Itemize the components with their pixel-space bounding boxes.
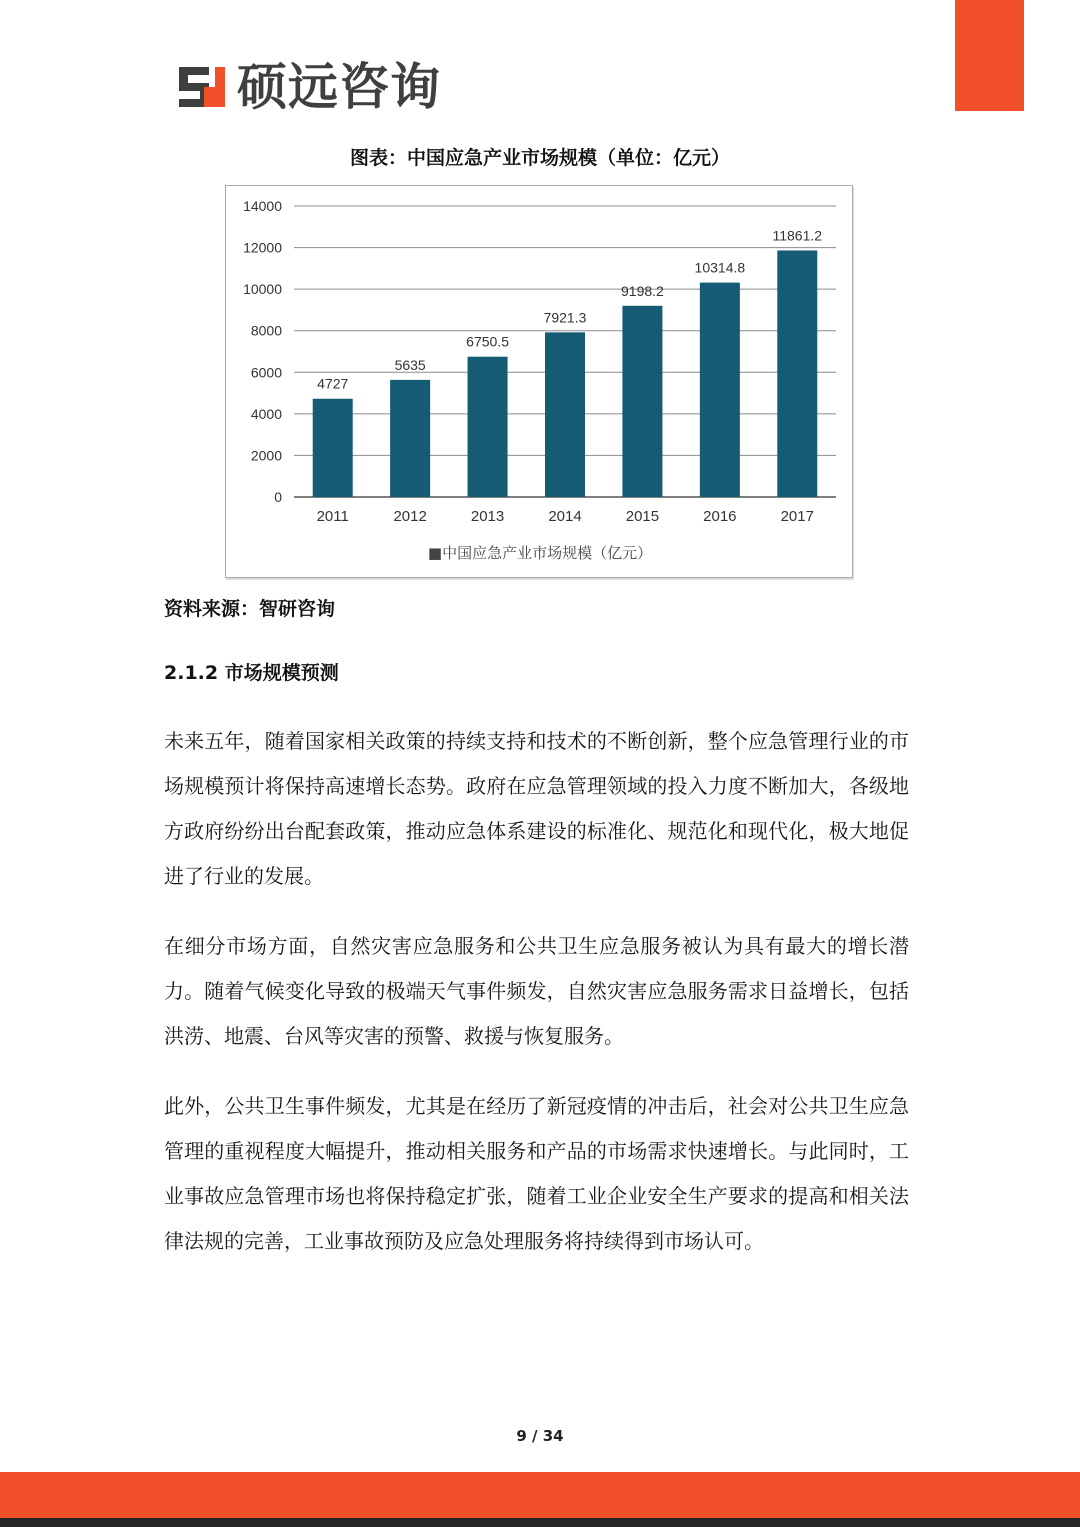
data-label-2011: 4727 <box>317 375 349 392</box>
bar-2013 <box>468 357 508 497</box>
company-logo <box>175 58 441 116</box>
paragraph-1: 未来五年，随着国家相关政策的持续支持和技术的不断创新，整个应急管理行业的市场规模预计将保持高速增长态势。政府在应急管理领域的投入力度不断加大，各级地方政府纷纷出台配套政策，推动应急体系建设的标准化、规范化和现代化，极大地促进了行业的发展。 <box>164 729 909 888</box>
y-tick-label: 0 <box>274 489 282 505</box>
x-tick-label-2013: 2013 <box>470 508 505 525</box>
bar-2015 <box>622 306 662 497</box>
chart-canvas <box>226 186 854 579</box>
data-label-2017: 11861.2 <box>772 227 823 244</box>
bar-2017 <box>777 250 817 497</box>
bar-2012 <box>390 380 430 497</box>
data-label-2015: 9198.2 <box>621 282 664 299</box>
source-note: 资料来源：智研咨询 <box>164 598 336 620</box>
x-tick-label-2015: 2015 <box>625 508 660 525</box>
data-label-2016: 10314.8 <box>694 259 746 276</box>
bar-2016 <box>700 283 740 497</box>
y-tick-label: 10000 <box>243 281 282 298</box>
x-tick-label-2012: 2012 <box>393 508 427 525</box>
paragraph-2: 在细分市场方面，自然灾害应急服务和公共卫生应急服务被认为具有最大的增长潜力。随着气候变化导致的极端天气事件频发，自然灾害应急服务需求日益增长，包括洪涝、地震、台风等灾害的预警、救援与恢复服务。 <box>164 934 909 1048</box>
bar-2011 <box>313 399 353 497</box>
y-tick-label: 8000 <box>250 322 282 339</box>
y-tick-label: 6000 <box>250 364 282 381</box>
data-label-2013: 6750.5 <box>466 333 509 350</box>
page-number: 9 / 34 <box>516 1427 564 1445</box>
bar-chart <box>225 185 853 578</box>
x-tick-label-2011: 2011 <box>316 508 349 525</box>
x-tick-label-2017: 2017 <box>780 508 814 525</box>
bar-2014 <box>545 332 585 497</box>
footer-accent-bar <box>0 1472 1080 1518</box>
footer-dark-strip <box>0 1518 1080 1527</box>
paragraph-3: 此外，公共卫生事件频发，尤其是在经历了新冠疫情的冲击后，社会对公共卫生应急管理的重视程度大幅提升，推动相关服务和产品的市场需求快速增长。与此同时，工业事故应急管理市场也将保持稳定扩张，随着工业企业安全生产要求的提高和相关法律法规的完善，工业事故预防及应急处理服务将持续得到市场认可。 <box>164 1094 909 1253</box>
legend-label: ■中国应急产业市场规模（亿元） <box>427 544 653 562</box>
section-heading: 2.1.2 市场规模预测 <box>164 662 339 684</box>
y-tick-label: 12000 <box>243 239 282 256</box>
chart-caption: 图表：中国应急产业市场规模（单位：亿元） <box>349 147 730 169</box>
y-tick-label: 2000 <box>250 447 282 464</box>
y-tick-label: 4000 <box>250 405 282 422</box>
logo-mark-icon <box>175 61 229 113</box>
company-name: 硕远咨询 <box>237 58 441 116</box>
corner-accent-tab <box>955 0 1024 111</box>
data-label-2014: 7921.3 <box>543 309 587 326</box>
y-tick-label: 14000 <box>243 198 282 214</box>
x-tick-label-2016: 2016 <box>703 508 737 525</box>
x-tick-label-2014: 2014 <box>548 508 582 525</box>
data-label-2012: 5635 <box>394 356 426 373</box>
